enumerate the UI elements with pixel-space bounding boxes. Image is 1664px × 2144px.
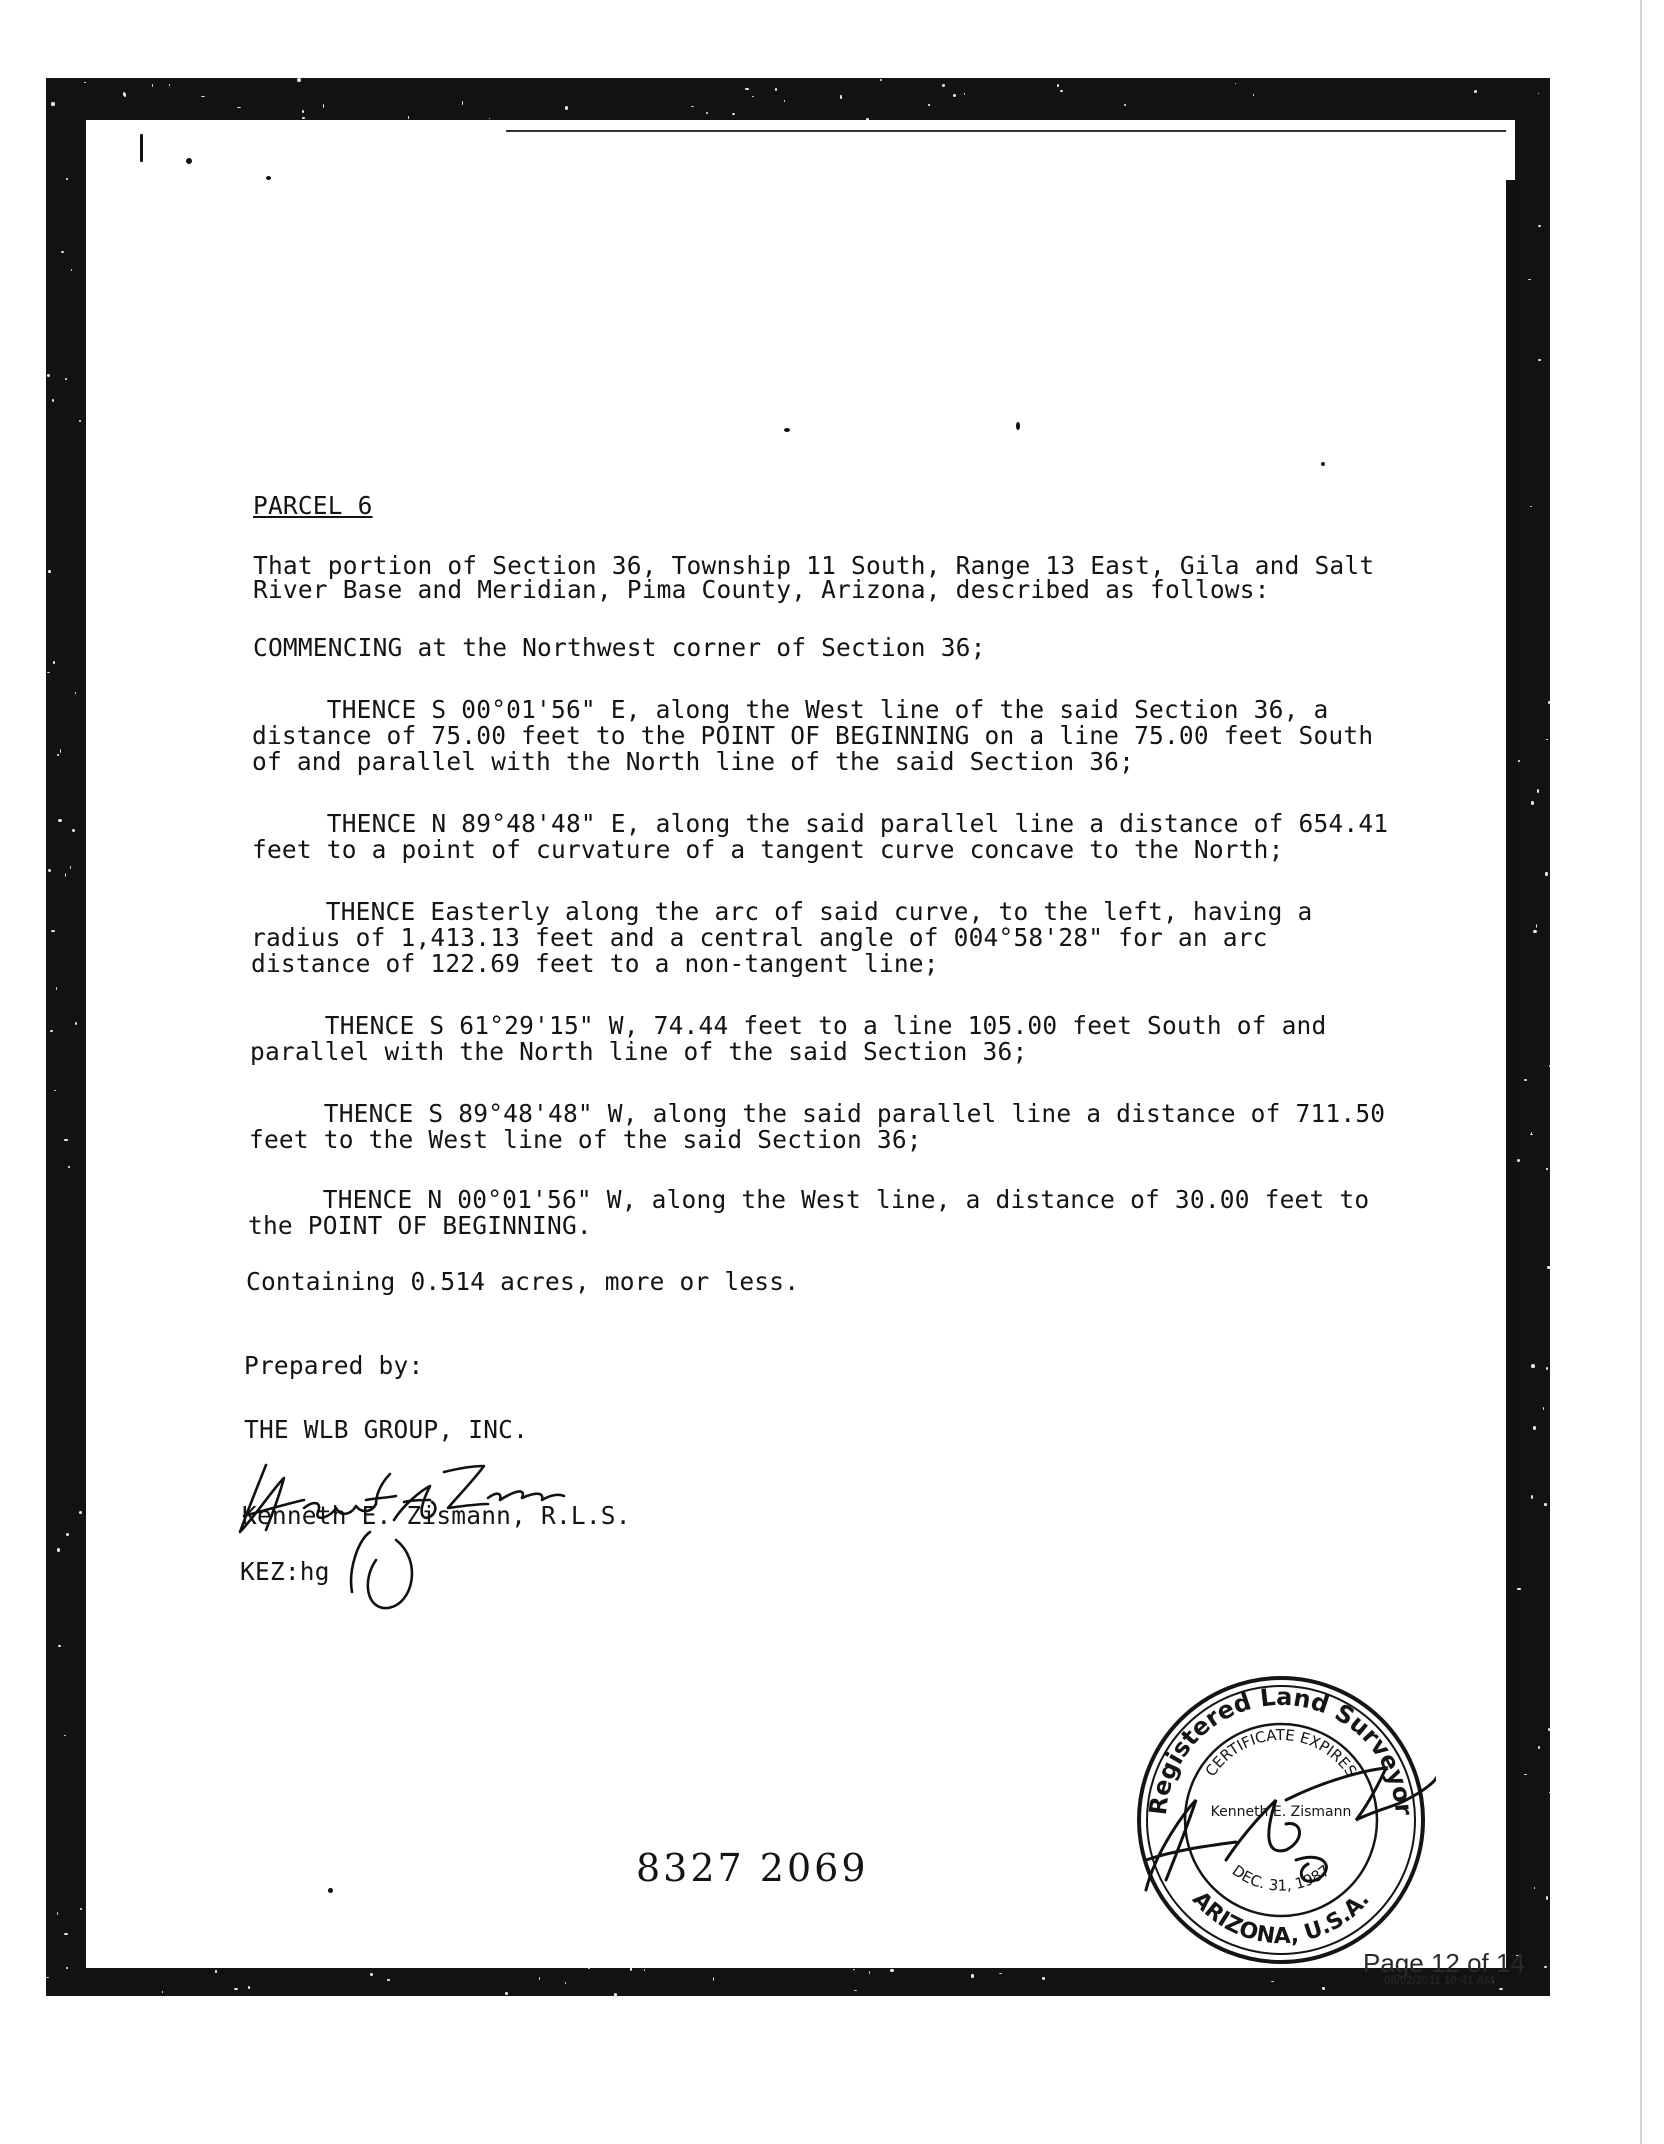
commencing-line: COMMENCING at the Northwest corner of Section 36;	[253, 633, 986, 662]
seal-expiry: DEC. 31, 1987	[1228, 1861, 1334, 1895]
frame-speckle	[80, 1908, 82, 1911]
frame-speckle	[408, 116, 410, 119]
frame-speckle	[869, 1971, 870, 1974]
frame-speckle	[1548, 701, 1550, 703]
frame-speckle	[928, 104, 930, 105]
seal-state: ARIZONA, U.S.A.	[1187, 1886, 1375, 1950]
frame-speckle	[539, 1977, 540, 1980]
frame-speckle	[47, 374, 50, 377]
frame-speckle	[775, 88, 777, 91]
scan-speck	[784, 428, 790, 432]
frame-speckle	[462, 101, 463, 104]
frame-speckle	[1544, 1503, 1547, 1506]
frame-speckle	[66, 1967, 67, 1969]
frame-speckle	[123, 92, 125, 96]
surveyor-signature	[226, 1420, 566, 1620]
frame-speckle	[71, 269, 72, 271]
frame-speckle	[1549, 1792, 1551, 1794]
course-line: of and parallel with the North line of the said Section 36;	[252, 747, 1135, 776]
frame-speckle	[297, 78, 301, 82]
frame-speckle	[370, 1973, 373, 1976]
frame-speckle	[56, 987, 57, 989]
frame-speckle	[1517, 1159, 1520, 1162]
scanned-page	[86, 120, 1515, 1968]
frame-speckle	[1271, 1981, 1274, 1982]
scan-speck	[1321, 462, 1325, 466]
frame-speckle	[65, 873, 66, 876]
frame-speckle	[1531, 1364, 1535, 1368]
frame-speckle	[79, 420, 81, 422]
course-line: feet to a point of curvature of a tangent curve concave to the North;	[252, 835, 1284, 864]
surveyor-name: Kenneth E. Zismann, R.L.S.	[242, 1501, 631, 1530]
frame-speckle	[1528, 279, 1531, 281]
page-edge-rule	[1640, 0, 1642, 2144]
frame-speckle	[505, 1992, 508, 1994]
recording-number: 8327 2069	[636, 1846, 869, 1890]
frame-speckle	[1538, 359, 1542, 362]
frame-speckle	[1549, 1065, 1550, 1067]
frame-speckle	[52, 399, 54, 401]
frame-speckle	[1530, 506, 1532, 507]
svg-text:CERTIFICATE EXPIRES	[1202, 1726, 1361, 1780]
frame-speckle	[880, 79, 882, 81]
frame-speckle	[47, 672, 50, 673]
scan-edge-shadow	[1506, 180, 1515, 1968]
frame-speckle	[853, 1969, 855, 1971]
frame-speckle	[1474, 90, 1478, 93]
frame-speckle	[1517, 1588, 1521, 1589]
course-line: radius of 1,413.13 feet and a central angle of 004°58'28" for an arc	[251, 923, 1268, 952]
frame-speckle	[1546, 1367, 1548, 1370]
frame-speckle	[53, 661, 54, 664]
frame-speckle	[1060, 90, 1063, 92]
seal-inner-text: CERTIFICATE EXPIRES	[1201, 1725, 1361, 1780]
frame-speckle	[60, 749, 61, 753]
scan-speck	[1016, 422, 1020, 430]
frame-speckle	[942, 84, 945, 87]
frame-speckle	[1546, 1896, 1548, 1900]
frame-speckle	[46, 1977, 48, 1978]
frame-speckle	[964, 93, 965, 94]
frame-speckle	[1538, 225, 1540, 227]
frame-speckle	[57, 754, 59, 755]
frame-speckle	[302, 110, 305, 113]
frame-speckle	[51, 102, 54, 106]
frame-speckle	[1499, 1988, 1503, 1990]
seal-name: Kenneth E. Zismann	[1210, 1804, 1352, 1820]
frame-speckle	[713, 1977, 714, 1981]
frame-speckle	[1544, 1966, 1547, 1968]
frame-speckle	[840, 95, 841, 99]
svg-text:ARIZONA, U.S.A.	[1187, 1887, 1374, 1949]
frame-speckle	[162, 1991, 163, 1992]
frame-speckle	[1546, 739, 1548, 741]
frame-speckle	[1538, 93, 1539, 95]
frame-speckle	[630, 1967, 632, 1971]
scan-speck	[186, 158, 192, 164]
frame-speckle	[66, 1533, 69, 1536]
frame-speckle	[1547, 1266, 1550, 1269]
frame-speckle	[614, 1993, 617, 1997]
frame-speckle	[215, 1970, 216, 1972]
intro-line: That portion of Section 36, Township 11 South, Range 13 East, Gila and Salt	[253, 551, 1375, 580]
frame-speckle	[1534, 1887, 1535, 1889]
course-line: THENCE S 89°48'48" W, along the said parallel line a distance of 711.50	[249, 1099, 1386, 1128]
frame-speckle	[58, 1645, 60, 1648]
frame-speckle	[565, 106, 568, 109]
frame-speckle	[234, 1988, 238, 1990]
frame-speckle	[1518, 760, 1520, 762]
frame-speckle	[854, 1990, 858, 1991]
course-line: feet to the West line of the said Section 36;	[249, 1125, 922, 1154]
frame-speckle	[64, 1139, 68, 1140]
frame-speckle	[1124, 104, 1126, 106]
frame-speckle	[1538, 1746, 1540, 1749]
frame-speckle	[1548, 1728, 1551, 1731]
frame-speckle	[57, 1548, 61, 1552]
typist-initials: KEZ:hg	[240, 1557, 330, 1586]
frame-speckle	[1531, 801, 1534, 805]
frame-speckle	[57, 1912, 58, 1914]
seal-outer-text: Registered Land Surveyor	[1143, 1682, 1418, 1817]
frame-speckle	[1524, 1774, 1526, 1776]
frame-speckle	[1235, 83, 1236, 84]
frame-speckle	[1531, 1495, 1533, 1499]
frame-speckle	[48, 869, 51, 872]
frame-speckle	[953, 94, 956, 97]
course-line: THENCE S 00°01'56" E, along the West line of the said Section 36, a	[252, 695, 1329, 724]
frame-speckle	[75, 1022, 77, 1025]
frame-speckle	[489, 118, 490, 119]
course-line: the POINT OF BEGINNING.	[248, 1211, 592, 1240]
frame-speckle	[48, 570, 50, 573]
course-line: parallel with the North line of the said Section 36;	[250, 1037, 1028, 1066]
frame-speckle	[387, 1979, 390, 1980]
frame-speckle	[1253, 94, 1254, 96]
frame-speckle	[64, 1735, 66, 1736]
frame-speckle	[1537, 789, 1539, 793]
frame-speckle	[72, 829, 75, 832]
frame-speckle	[644, 1969, 645, 1971]
frame-speckle	[1533, 1426, 1536, 1430]
frame-speckle	[66, 178, 68, 180]
frame-speckle	[54, 1090, 56, 1091]
intro-line: River Base and Meridian, Pima County, Arizona, described as follows:	[253, 575, 1270, 604]
frame-speckle	[1533, 930, 1537, 933]
frame-speckle	[1545, 872, 1547, 875]
frame-speckle	[169, 84, 170, 86]
frame-speckle	[999, 1973, 1003, 1974]
scan-speck	[328, 1888, 333, 1893]
svg-text:Registered Land Surveyor	[1144, 1683, 1418, 1817]
surveyor-seal	[1126, 1660, 1436, 1968]
course-line: THENCE N 00°01'56" W, along the West line, a distance of 30.00 feet to	[248, 1185, 1370, 1214]
course-line: THENCE Easterly along the arc of said curve, to the left, having a	[251, 897, 1313, 926]
frame-speckle	[64, 1933, 68, 1935]
frame-speckle	[1546, 1168, 1547, 1169]
course-line: THENCE S 61°29'15" W, 74.44 feet to a line 105.00 feet South of and	[250, 1011, 1327, 1040]
frame-speckle	[1536, 924, 1537, 928]
frame-speckle	[302, 117, 304, 119]
acreage-line: Containing 0.514 acres, more or less.	[246, 1267, 800, 1296]
frame-speckle	[152, 84, 153, 87]
frame-speckle	[51, 930, 55, 932]
frame-speckle	[50, 1030, 52, 1032]
frame-speckle	[1057, 84, 1060, 86]
frame-speckle	[565, 1982, 566, 1984]
frame-speckle	[58, 819, 62, 822]
frame-speckle	[70, 866, 72, 869]
scan-speck	[266, 176, 271, 180]
frame-speckle	[201, 96, 204, 97]
frame-speckle	[1543, 1407, 1545, 1410]
page-counter: Page 12 of 14	[1363, 1948, 1525, 1978]
frame-speckle	[65, 378, 67, 380]
frame-speckle	[784, 100, 785, 102]
frame-speckle	[971, 1974, 973, 1978]
frame-speckle	[1322, 1987, 1325, 1991]
frame-speckle	[68, 1166, 69, 1168]
frame-speckle	[732, 113, 735, 115]
frame-speckle	[75, 692, 76, 694]
frame-speckle	[248, 1986, 251, 1990]
frame-speckle	[61, 251, 64, 253]
course-line: distance of 122.69 feet to a non-tangent line;	[251, 949, 939, 978]
frame-speckle	[323, 104, 325, 107]
prepared-by-label: Prepared by:	[244, 1351, 424, 1380]
frame-speckle	[752, 96, 754, 97]
frame-speckle	[1524, 1079, 1527, 1081]
frame-speckle	[890, 1969, 893, 1972]
frame-speckle	[706, 112, 708, 114]
frame-speckle	[691, 106, 694, 107]
course-line: distance of 75.00 feet to the POINT OF BEGINNING on a line 75.00 feet South	[252, 721, 1374, 750]
parcel-heading: PARCEL 6	[253, 491, 373, 520]
frame-speckle	[237, 107, 241, 108]
frame-speckle	[84, 82, 86, 84]
frame-speckle	[79, 1511, 82, 1514]
scan-line	[506, 130, 1506, 132]
company-name: THE WLB GROUP, INC.	[244, 1415, 529, 1444]
scan-speck	[140, 134, 143, 162]
frame-speckle	[745, 88, 748, 90]
frame-speckle	[1042, 1977, 1046, 1980]
print-timestamp: 08/02/2011 10:41 AM	[1384, 1975, 1495, 1987]
course-line: THENCE N 89°48'48" E, along the said parallel line a distance of 654.41	[252, 809, 1389, 838]
